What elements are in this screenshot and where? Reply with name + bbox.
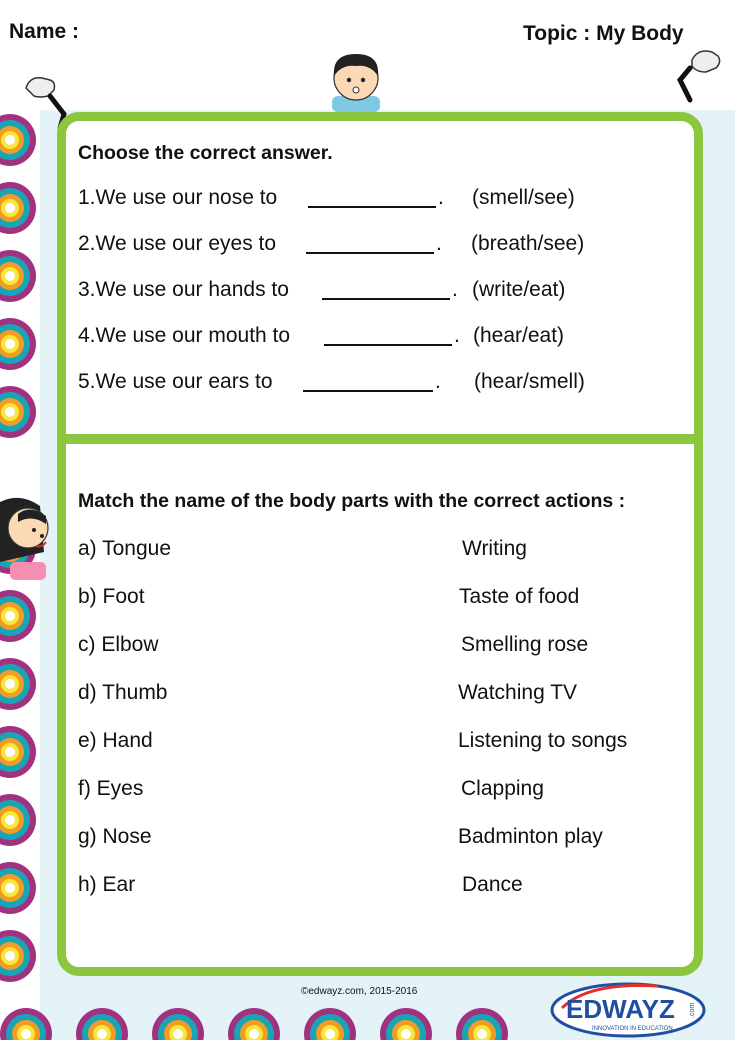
decorative-ring bbox=[401, 1029, 411, 1039]
question-text: 2.We use our eyes to bbox=[78, 232, 277, 255]
action-item: Taste of food bbox=[459, 585, 580, 608]
topic-label: Topic : My Body bbox=[523, 22, 684, 45]
body-part-item: c) Elbow bbox=[78, 633, 159, 656]
answer-blank[interactable] bbox=[303, 390, 433, 392]
girl-character-icon bbox=[0, 492, 60, 582]
body-part-item: h) Ear bbox=[78, 873, 136, 896]
answer-blank[interactable] bbox=[308, 206, 436, 208]
body-part-item: g) Nose bbox=[78, 825, 152, 848]
question-options: (hear/smell) bbox=[474, 370, 585, 393]
action-item: Watching TV bbox=[458, 681, 578, 704]
answer-blank[interactable] bbox=[324, 344, 452, 346]
decorative-ring bbox=[5, 611, 15, 621]
decorative-ring bbox=[173, 1029, 183, 1039]
decorative-ring bbox=[325, 1029, 335, 1039]
blank-period: . bbox=[454, 324, 460, 347]
logo-suffix: .com bbox=[689, 1002, 696, 1018]
section1-title: Choose the correct answer. bbox=[78, 142, 333, 164]
decorative-ring bbox=[477, 1029, 487, 1039]
question-options: (hear/eat) bbox=[473, 324, 565, 347]
question-options: (breath/see) bbox=[471, 232, 585, 255]
decorative-ring bbox=[5, 135, 15, 145]
question-options: (write/eat) bbox=[472, 278, 566, 301]
question-text: 4.We use our mouth to bbox=[78, 324, 291, 347]
name-label: Name : bbox=[9, 20, 80, 43]
blank-period: . bbox=[435, 370, 441, 393]
decorative-ring bbox=[5, 203, 15, 213]
question-text: 3.We use our hands to bbox=[78, 278, 289, 301]
answer-blank[interactable] bbox=[306, 252, 434, 254]
decorative-ring bbox=[5, 271, 15, 281]
blank-period: . bbox=[438, 186, 444, 209]
blank-period: . bbox=[452, 278, 458, 301]
decorative-ring bbox=[5, 747, 15, 757]
action-item: Clapping bbox=[461, 777, 544, 800]
decorative-ring bbox=[5, 951, 15, 961]
decorative-ring bbox=[5, 679, 15, 689]
section-divider bbox=[57, 434, 703, 444]
action-item: Badminton play bbox=[458, 825, 603, 848]
decorative-ring bbox=[5, 815, 15, 825]
logo-tagline: INNOVATION IN EDUCATION bbox=[592, 1026, 673, 1032]
blank-period: . bbox=[436, 232, 442, 255]
action-item: Listening to songs bbox=[458, 729, 628, 752]
answer-blank[interactable] bbox=[322, 298, 450, 300]
action-item: Dance bbox=[462, 873, 523, 896]
decorative-ring bbox=[5, 883, 15, 893]
copyright-text: ©edwayz.com, 2015-2016 bbox=[301, 986, 418, 997]
body-part-item: a) Tongue bbox=[78, 537, 172, 560]
section2-title: Match the name of the body parts with the correct actions : bbox=[78, 490, 626, 512]
boy-character-icon bbox=[318, 46, 394, 112]
decorative-ring bbox=[21, 1029, 31, 1039]
logo-text: EDWAYZ bbox=[566, 994, 675, 1024]
question-options: (smell/see) bbox=[472, 186, 575, 209]
bottom-circle-border bbox=[0, 990, 560, 1040]
decorative-ring bbox=[97, 1029, 107, 1039]
thumbs-up-hand-icon bbox=[668, 44, 724, 106]
question-text: 1.We use our nose to bbox=[78, 186, 278, 209]
decorative-ring bbox=[249, 1029, 259, 1039]
decorative-ring bbox=[5, 339, 15, 349]
body-part-item: f) Eyes bbox=[78, 777, 144, 800]
action-item: Writing bbox=[462, 537, 527, 560]
question-text: 5.We use our ears to bbox=[78, 370, 273, 393]
body-part-item: e) Hand bbox=[78, 729, 153, 752]
body-part-item: b) Foot bbox=[78, 585, 145, 608]
edwayz-logo bbox=[548, 978, 708, 1038]
decorative-ring bbox=[5, 407, 15, 417]
action-item: Smelling rose bbox=[461, 633, 589, 656]
body-part-item: d) Thumb bbox=[78, 681, 168, 704]
